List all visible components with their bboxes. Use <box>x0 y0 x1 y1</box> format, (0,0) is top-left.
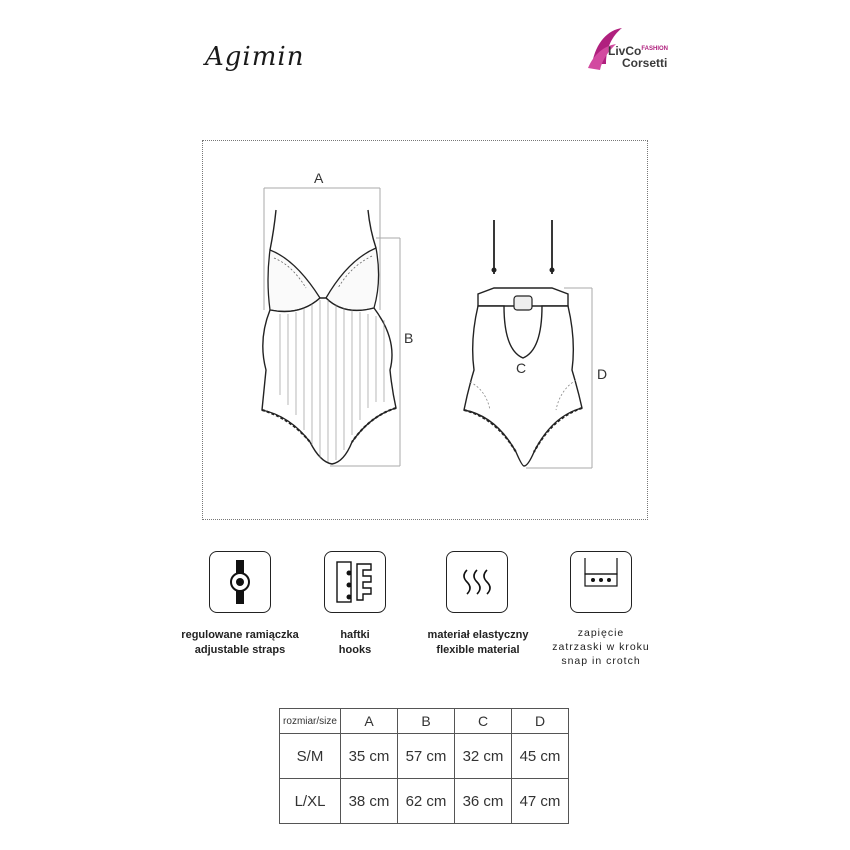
dimension-label-c: C <box>516 360 527 376</box>
dimension-label-a: A <box>314 170 324 186</box>
feature-adjustable-straps <box>209 551 271 613</box>
column-header-d: D <box>512 709 569 734</box>
bodysuit-back-drawing <box>456 210 606 480</box>
feature-label-en: adjustable straps <box>194 644 286 656</box>
brand-name-part2: Corsetti <box>622 56 668 70</box>
feature-label-pl: regulowane ramiączka <box>181 629 299 641</box>
size-table-header <box>280 709 569 734</box>
brand-name-part1: LivCo <box>608 44 642 58</box>
size-value: 62 cm <box>398 779 455 824</box>
feature-label-en: snap in crotch <box>561 655 641 667</box>
adjustable-strap-icon <box>210 552 270 612</box>
feature-label-pl: zapięcie <box>577 627 625 639</box>
size-label: S/M <box>280 734 341 779</box>
elastic-material-icon <box>447 552 507 612</box>
column-header-c: C <box>455 709 512 734</box>
feature-label-snap-crotch <box>536 626 666 668</box>
brand-fashion: FASHION <box>641 46 669 52</box>
feature-label-flexible-material <box>404 628 552 658</box>
feature-label-pl2: zatrzaski w kroku <box>552 641 650 653</box>
size-value: 47 cm <box>512 779 569 824</box>
feature-label-adjustable-straps <box>164 628 316 658</box>
product-name: Agimin <box>205 42 305 72</box>
size-label: L/XL <box>280 779 341 824</box>
size-table <box>279 708 569 824</box>
table-row <box>280 779 569 824</box>
size-value: 36 cm <box>455 779 512 824</box>
size-value: 57 cm <box>398 734 455 779</box>
table-row <box>280 734 569 779</box>
feature-label-pl: haftki <box>340 629 370 641</box>
feature-hooks <box>324 551 386 613</box>
bodysuit-front-drawing <box>240 180 420 480</box>
feature-snap-crotch <box>570 551 632 613</box>
feature-label-pl: materiał elastyczny <box>427 629 529 641</box>
feature-flexible-material <box>446 551 508 613</box>
column-header-a: A <box>341 709 398 734</box>
column-header-b: B <box>398 709 455 734</box>
size-value: 45 cm <box>512 734 569 779</box>
size-table-corner: rozmiar/size <box>280 709 341 734</box>
feature-label-en: hooks <box>338 644 372 656</box>
dimension-label-d: D <box>597 366 608 382</box>
hook-closure-icon <box>325 552 385 612</box>
size-value: 32 cm <box>455 734 512 779</box>
dimension-label-b: B <box>404 330 414 346</box>
feature-label-hooks <box>305 628 405 658</box>
size-value: 35 cm <box>341 734 398 779</box>
feature-label-en: flexible material <box>436 644 520 656</box>
snap-crotch-icon <box>571 552 631 612</box>
size-value: 38 cm <box>341 779 398 824</box>
